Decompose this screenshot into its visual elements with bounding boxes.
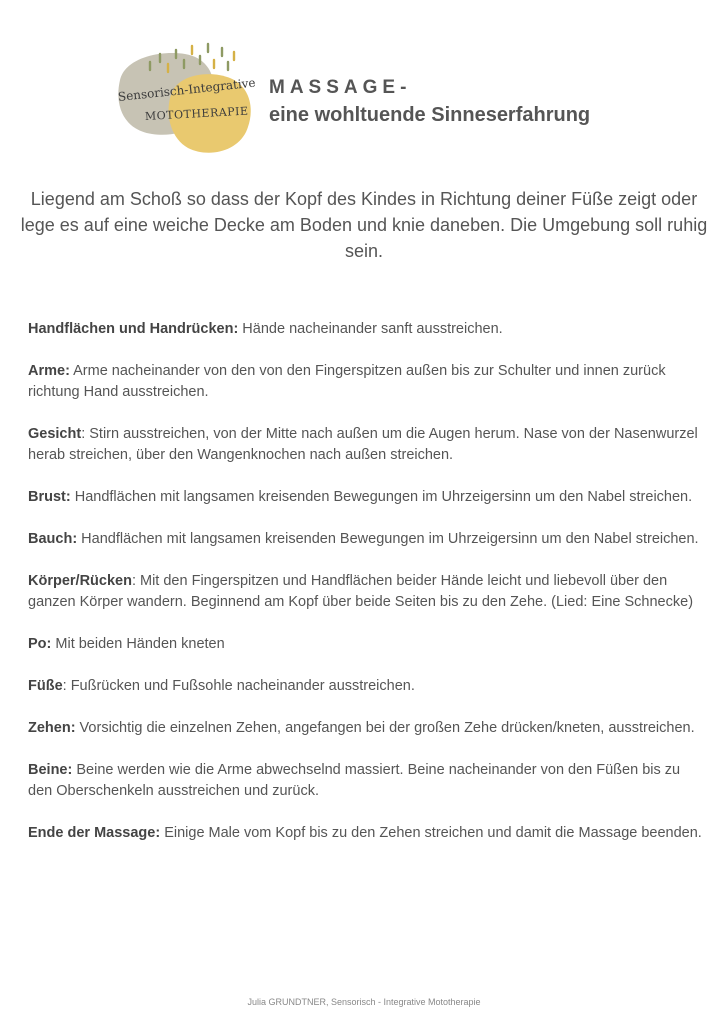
section-brust [28, 487, 708, 508]
logo [100, 40, 260, 160]
title-line-2: eine wohltuende Sinneserfahrung [269, 104, 591, 126]
section-text: Handflächen mit langsamen kreisenden Bewegungen im Uhrzeigersinn um den Nabel streichen. [70, 489, 693, 505]
section-text: Arme nacheinander von den von den Fingerspitzen außen bis zur Schulter und innen zurück richtung Hand ausstreichen. [28, 363, 666, 400]
section-text: : Fußrücken und Fußsohle nacheinander ausstreichen. [62, 678, 415, 694]
instruction-list [28, 319, 708, 865]
footer: Julia GRUNDTNER, Sensorisch - Integrative Mototherapie [247, 997, 481, 1007]
section-label: Zehen: [28, 720, 76, 736]
section-label: Füße [28, 678, 63, 694]
section-label: Arme: [28, 363, 70, 379]
section-fuesse [28, 676, 708, 697]
section-text: Beine werden wie die Arme abwechselnd massiert. Beine nacheinander von den Füßen bis zu den Oberschenkeln ausstreichen und zurück. [28, 762, 681, 799]
section-label: Körper/Rücken [28, 573, 132, 589]
section-text: : Mit den Fingerspitzen und Handflächen beider Hände leicht und liebevoll über den ganzen Körper wandern. Beginnend am Kopf über beide Seiten bis zu den Zehe. (Lied: Eine Schnecke) [28, 573, 694, 610]
section-label: Bauch: [28, 531, 78, 547]
section-po [28, 634, 708, 655]
logo-line-1: Sensorisch-Integrative [117, 75, 257, 104]
logo-line-2: MOTOTHERAPIE [144, 104, 249, 123]
section-label: Beine: [28, 762, 73, 778]
section-label: Po: [28, 636, 52, 652]
section-bauch [28, 529, 708, 550]
section-label: Gesicht [28, 426, 82, 442]
section-beine [28, 760, 708, 802]
section-label: Handflächen und Handrücken: [28, 321, 239, 337]
title-line-1: MASSAGE- [269, 77, 412, 98]
section-ende [28, 823, 708, 844]
section-text: Hände nacheinander sanft ausstreichen. [238, 321, 503, 337]
section-label: Brust: [28, 489, 71, 505]
section-handflaechen [28, 319, 708, 340]
section-koerper [28, 571, 708, 613]
intro-text: Liegend am Schoß so dass der Kopf des Kindes in Richtung deiner Füße zeigt oder lege es auf eine weiche Decke am Boden und knie daneben. Die Umgebung soll ruhig sein. [20, 189, 708, 261]
section-text: Mit beiden Händen kneten [51, 636, 225, 652]
section-arme [28, 361, 708, 403]
section-text: Einige Male vom Kopf bis zu den Zehen streichen und damit die Massage beenden. [160, 825, 702, 841]
section-text: Handflächen mit langsamen kreisenden Bewegungen im Uhrzeigersinn um den Nabel streichen. [77, 531, 699, 547]
section-gesicht [28, 424, 708, 466]
section-zehen [28, 718, 708, 739]
section-label: Ende der Massage: [28, 825, 161, 841]
section-text: Vorsichtig die einzelnen Zehen, angefangen bei der großen Zehe drücken/kneten, ausstreichen. [75, 720, 695, 736]
section-text: : Stirn ausstreichen, von der Mitte nach außen um die Augen herum. Nase von der Nasenwurzel herab streichen, über den Wangenknochen nach außen streichen. [28, 426, 698, 463]
